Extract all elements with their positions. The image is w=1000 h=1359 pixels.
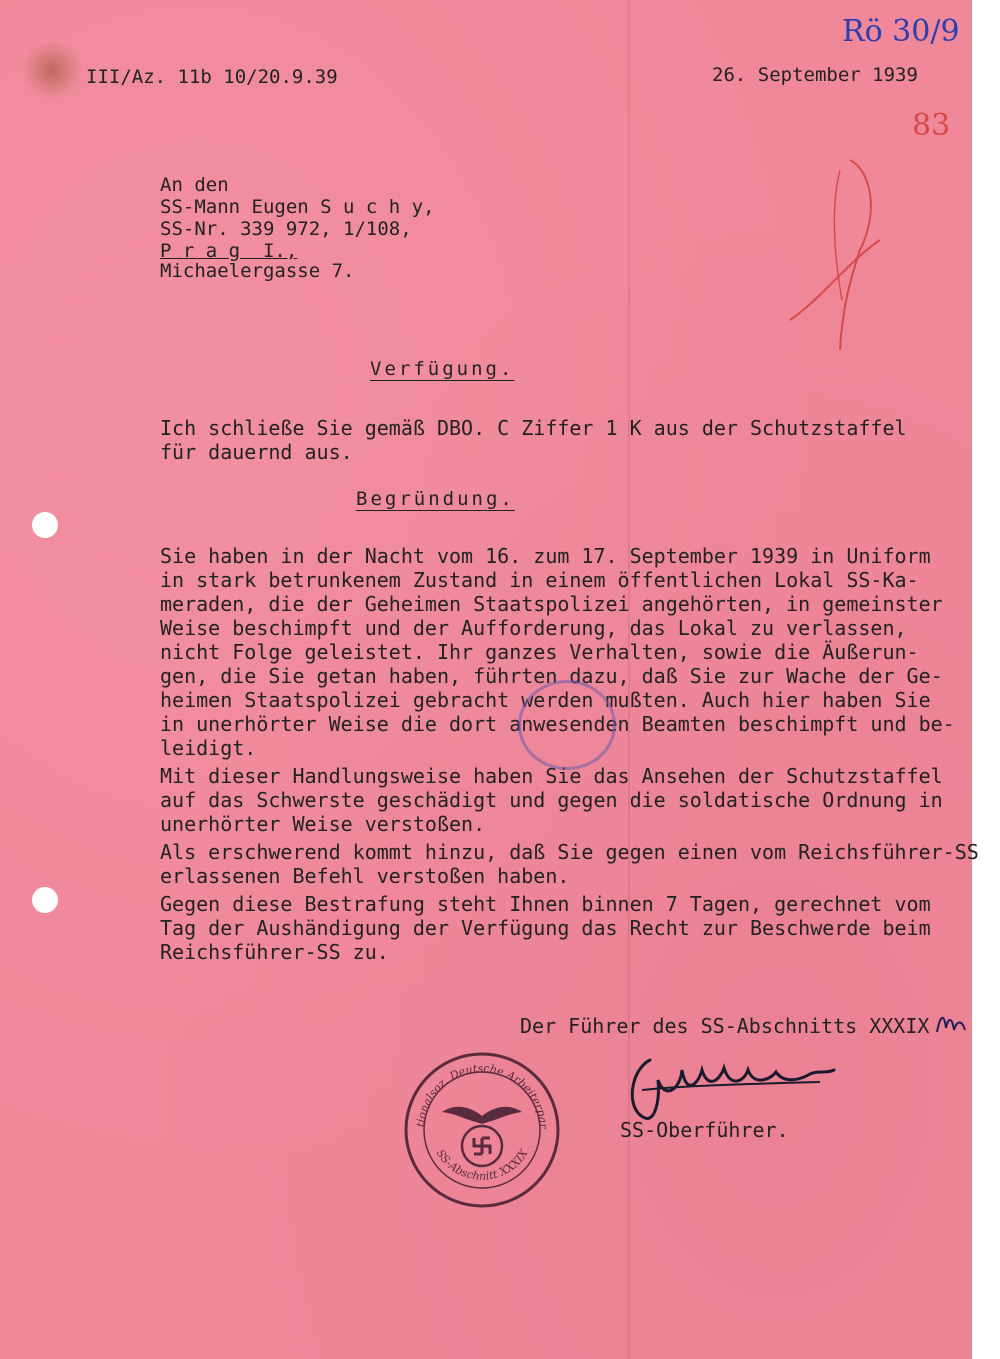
punch-hole-lower	[32, 887, 58, 913]
faint-round-stamp	[518, 680, 616, 770]
paragraph1-line: leidigt.	[160, 736, 257, 760]
paragraph1-line: Sie haben in der Nacht vom 16. zum 17. September 1939 in Uniform	[160, 544, 931, 568]
heading-verfuegung: Verfügung.	[370, 358, 515, 380]
address-line-2: SS-Mann Eugen S u c h y,	[160, 196, 435, 218]
paragraph1-line: in unerhörter Weise die dort anwesenden Beamten beschimpft und be-	[160, 712, 955, 736]
address-line-1: An den	[160, 174, 229, 196]
paragraph1-line: meraden, die der Geheimen Staatspolizei angehörten, in gemeinster	[160, 592, 943, 616]
paragraph1-line: heimen Staatspolizei gebracht werden mußten. Auch hier haben Sie	[160, 688, 931, 712]
address-line-5: Michaelergasse 7.	[160, 260, 355, 282]
paragraph2-line: Mit dieser Handlungsweise haben Sie das Ansehen der Schutzstaffel	[160, 764, 943, 788]
verfuegung-line: Ich schließe Sie gemäß DBO. C Ziffer 1 K aus der Schutzstaffel	[160, 416, 907, 440]
stamp-outer-text: tionalsoz. Deutsche Arbeiterpar	[414, 1061, 551, 1130]
punch-hole-upper	[32, 512, 58, 538]
handwritten-initials	[934, 1008, 968, 1038]
paragraph2-line: auf das Schwerste geschädigt und gegen die soldatische Ordnung in	[160, 788, 943, 812]
party-seal-stamp	[402, 1050, 562, 1210]
heading-begruendung: Begründung.	[356, 488, 515, 510]
paragraph2-line: unerhörter Weise verstoßen.	[160, 812, 486, 836]
address-line-4: P r a g I.,	[160, 240, 298, 262]
paragraph1-line: in stark betrunkenem Zustand in einem öffentlichen Lokal SS-Ka-	[160, 568, 919, 592]
paragraph4-line: Reichsführer-SS zu.	[160, 940, 389, 964]
paragraph4-line: Gegen diese Bestrafung steht Ihnen binnen 7 Tagen, gerechnet vom	[160, 892, 931, 916]
handwritten-signature	[620, 1040, 850, 1130]
document-date: 26. September 1939	[712, 64, 918, 86]
signature-title: Der Führer des SS-Abschnitts XXXIX	[520, 1014, 930, 1038]
red-page-number: 83	[912, 108, 951, 143]
reference-number: III/Az. 11b 10/20.9.39	[86, 66, 338, 88]
paragraph3-line: erlassenen Befehl verstoßen haben.	[160, 864, 570, 888]
paragraph1-line: nicht Folge geleistet. Ihr ganzes Verhalten, sowie die Äußerun-	[160, 640, 919, 664]
paragraph4-line: Tag der Aushändigung der Verfügung das Recht zur Beschwerde beim	[160, 916, 931, 940]
rust-stain	[22, 40, 82, 100]
paragraph1-line: Weise beschimpft und der Aufforderung, das Lokal zu verlassen,	[160, 616, 907, 640]
signature-rank: SS-Oberführer.	[620, 1118, 789, 1142]
verfuegung-line: für dauernd aus.	[160, 440, 353, 464]
address-line-3: SS-Nr. 339 972, 1/108,	[160, 218, 412, 240]
paragraph3-line: Als erschwerend kommt hinzu, daß Sie gegen einen vom Reichsführer-SS	[160, 840, 979, 864]
paragraph1-line: gen, die Sie getan haben, führten dazu, daß Sie zur Wache der Ge-	[160, 664, 943, 688]
red-checkmark-mark	[780, 150, 890, 360]
stamp-inner-text: SS-Abschnitt XXXIX	[433, 1147, 531, 1183]
blue-pencil-note: Rö 30/9	[842, 14, 960, 49]
